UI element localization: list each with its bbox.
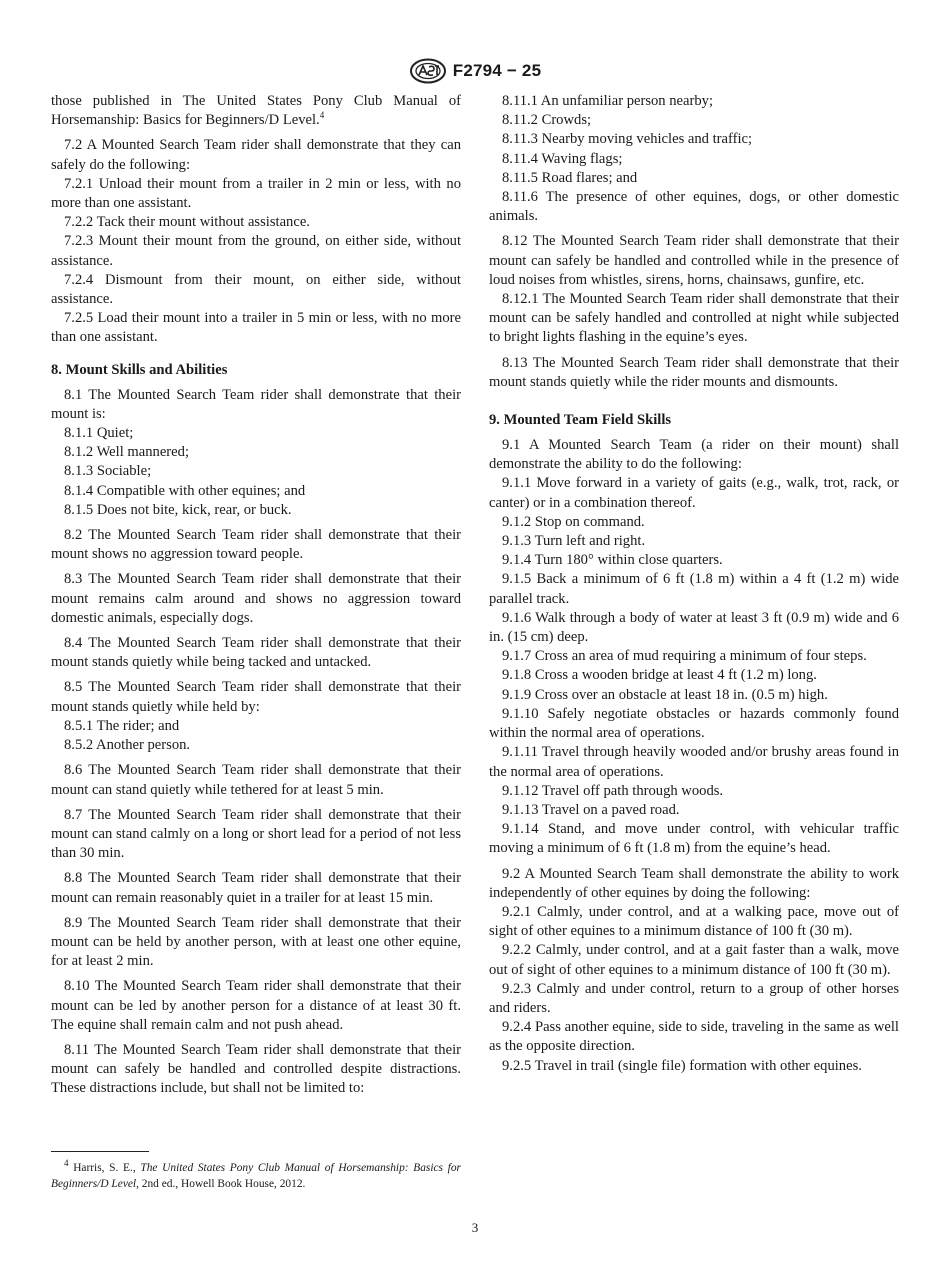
clause-9-2: 9.2 A Mounted Search Team shall demonstrate the ability to work independently of other equines by doing the following: [489, 865, 899, 901]
intro-continuation [51, 92, 461, 130]
clause-9-1-12: 9.1.12 Travel off path through woods. [502, 782, 724, 799]
section-8-heading: 8. Mount Skills and Abilities [51, 361, 228, 378]
page-number: 3 [471, 1220, 479, 1235]
clause-8-1-1: 8.1.1 Quiet; [64, 425, 134, 442]
clause-8-6: 8.6 The Mounted Search Team rider shall demonstrate that their mount can stand quietly while tethered for at least 5 min. [51, 762, 461, 798]
clause-9-1-14: 9.1.14 Stand, and move under control, with vehicular traffic moving a minimum of 6 ft (1.8 m) from the equine’s head. [489, 821, 899, 857]
clause-9-2-4: 9.2.4 Pass another equine, side to side, traveling in the same as well as the opposite direction. [489, 1019, 899, 1055]
clause-8-2: 8.2 The Mounted Search Team rider shall demonstrate that their mount shows no aggression toward people. [51, 527, 461, 563]
footnote [51, 1160, 461, 1192]
clause-8-7: 8.7 The Mounted Search Team rider shall demonstrate that their mount can stand calmly on a long or short lead for a period of not less than 30 min. [51, 806, 461, 862]
clause-9-1-10: 9.1.10 Safely negotiate obstacles or hazards commonly found within the normal area of operations. [489, 705, 899, 742]
footnote-rest: , 2nd ed., Howell Book House, 2012. [136, 1178, 306, 1190]
clause-9-2-3: 9.2.3 Calmly and under control, return to a group of other horses and riders. [489, 980, 899, 1016]
clause-9-2-1: 9.2.1 Calmly, under control, and at a walking pace, move out of sight of other equines to a minimum distance of 100 ft (30 m). [489, 903, 899, 940]
clause-8-9: 8.9 The Mounted Search Team rider shall demonstrate that their mount can be held by another person, with at least one other equine, for at least 2 min. [51, 914, 461, 970]
astm-logo-icon [409, 58, 447, 84]
clause-9-1-11: 9.1.11 Travel through heavily wooded and/or brushy areas found in the normal area of operations. [489, 744, 899, 780]
right-column [489, 92, 899, 1076]
footnote-ref: 4 [319, 110, 325, 121]
clause-8-5-1: 8.5.1 The rider; and [64, 717, 180, 734]
clause-7-2-3: 7.2.3 Mount their mount from the ground, on either side, without assistance. [51, 233, 461, 269]
intro-text: those published in The United States Pony Club Manual of Horsemanship: Basics for Beginners/D Level. [51, 93, 461, 129]
clause-9-2-2: 9.2.2 Calmly, under control, and at a gait faster than a walk, move out of sight of other equines to a minimum distance of 100 ft (30 m). [489, 942, 899, 978]
clause-8-4: 8.4 The Mounted Search Team rider shall demonstrate that their mount stands quietly while being tacked and untacked. [51, 635, 461, 671]
clause-8-1-5: 8.1.5 Does not bite, kick, rear, or buck. [64, 501, 292, 518]
clause-9-1-9: 9.1.9 Cross over an obstacle at least 18 in. (0.5 m) high. [502, 686, 828, 703]
clause-8-11-6: 8.11.6 The presence of other equines, dogs, or other domestic animals. [489, 189, 899, 225]
footnote-marker: 4 [64, 1158, 69, 1169]
clause-9-1: 9.1 A Mounted Search Team (a rider on their mount) shall demonstrate the ability to do the following: [489, 437, 899, 473]
clause-8-11: 8.11 The Mounted Search Team rider shall demonstrate that their mount can safely be handled and controlled despite distractions. These distractions include, but shall not be limited to: [51, 1041, 461, 1097]
clause-8-11-1: 8.11.1 An unfamiliar person nearby; [502, 93, 714, 109]
clause-8-1-2: 8.1.2 Well mannered; [64, 444, 190, 461]
clause-7-2-5: 7.2.5 Load their mount into a trailer in 5 min or less, with no more than one assistant. [51, 310, 461, 346]
clause-8-5-2: 8.5.2 Another person. [64, 737, 191, 754]
clause-8-10: 8.10 The Mounted Search Team rider shall demonstrate that their mount can be led by another person for a distance of at least 30 ft. The equine shall remain calm and not push ahead. [51, 978, 461, 1033]
clause-7-2: 7.2 A Mounted Search Team rider shall demonstrate that they can safely do the following: [51, 137, 461, 173]
footnote-author: Harris, S. E., [73, 1162, 141, 1174]
clause-9-1-6: 9.1.6 Walk through a body of water at least 3 ft (0.9 m) wide and 6 in. (15 cm) deep. [489, 609, 899, 646]
clause-8-13: 8.13 The Mounted Search Team rider shall demonstrate that their mount stands quietly while the rider mounts and dismounts. [489, 354, 899, 390]
clause-8-11-3: 8.11.3 Nearby moving vehicles and traffic; [502, 131, 753, 148]
clause-8-12: 8.12 The Mounted Search Team rider shall demonstrate that their mount can safely be handled and controlled while in the presence of loud noises from whistles, sirens, horns, chainsaws, gunfire, etc. [489, 233, 899, 288]
clause-8-11-4: 8.11.4 Waving flags; [502, 150, 623, 167]
clause-7-2-4: 7.2.4 Dismount from their mount, on either side, without assistance. [51, 271, 461, 308]
clause-9-2-5: 9.2.5 Travel in trail (single file) formation with other equines. [502, 1057, 862, 1074]
clause-9-1-7: 9.1.7 Cross an area of mud requiring a minimum of four steps. [502, 648, 867, 665]
clause-8-1-3: 8.1.3 Sociable; [64, 463, 152, 480]
clause-7-2-1: 7.2.1 Unload their mount from a trailer in 2 min or less, with no more than one assistant. [51, 175, 461, 212]
clause-9-1-5: 9.1.5 Back a minimum of 6 ft (1.8 m) within a 4 ft (1.2 m) wide parallel track. [489, 571, 899, 607]
clause-8-5: 8.5 The Mounted Search Team rider shall demonstrate that their mount stands quietly while held by: [51, 679, 461, 715]
clause-8-1-4: 8.1.4 Compatible with other equines; and [64, 482, 306, 499]
clause-8-3: 8.3 The Mounted Search Team rider shall demonstrate that their mount remains calm around and shows no aggression toward domestic animals, especially dogs. [51, 571, 461, 626]
clause-8-11-5: 8.11.5 Road flares; and [502, 169, 638, 186]
clause-9-1-8: 9.1.8 Cross a wooden bridge at least 4 ft (1.2 m) long. [502, 667, 817, 684]
clause-8-1: 8.1 The Mounted Search Team rider shall demonstrate that their mount is: [51, 386, 461, 422]
clause-9-1-3: 9.1.3 Turn left and right. [502, 533, 646, 550]
section-9-heading: 9. Mounted Team Field Skills [489, 412, 672, 429]
clause-8-8: 8.8 The Mounted Search Team rider shall demonstrate that their mount can remain reasonably quiet in a trailer for at least 15 min. [51, 870, 461, 906]
clause-7-2-2: 7.2.2 Tack their mount without assistance. [64, 214, 310, 231]
clause-9-1-13: 9.1.13 Travel on a paved road. [502, 801, 680, 818]
clause-9-1-4: 9.1.4 Turn 180° within close quarters. [502, 552, 723, 569]
left-column [51, 92, 461, 1099]
clause-8-11-2: 8.11.2 Crowds; [502, 112, 592, 129]
footnote-divider [51, 1151, 149, 1152]
document-id: F2794 − 25 [452, 61, 542, 80]
page-header [0, 58, 950, 89]
clause-9-1-2: 9.1.2 Stop on command. [502, 513, 645, 530]
clause-8-12-1: 8.12.1 The Mounted Search Team rider shall demonstrate that their mount can be safely handled and controlled at night while subjected to bright lights flashing in the equine’s eyes. [489, 291, 899, 346]
clause-9-1-1: 9.1.1 Move forward in a variety of gaits (e.g., walk, trot, rack, or canter) or in a combination thereof. [489, 475, 899, 511]
footnote-title: The United States Pony Club Manual of Horsemanship: Basics for Beginners/D Level [51, 1162, 461, 1190]
